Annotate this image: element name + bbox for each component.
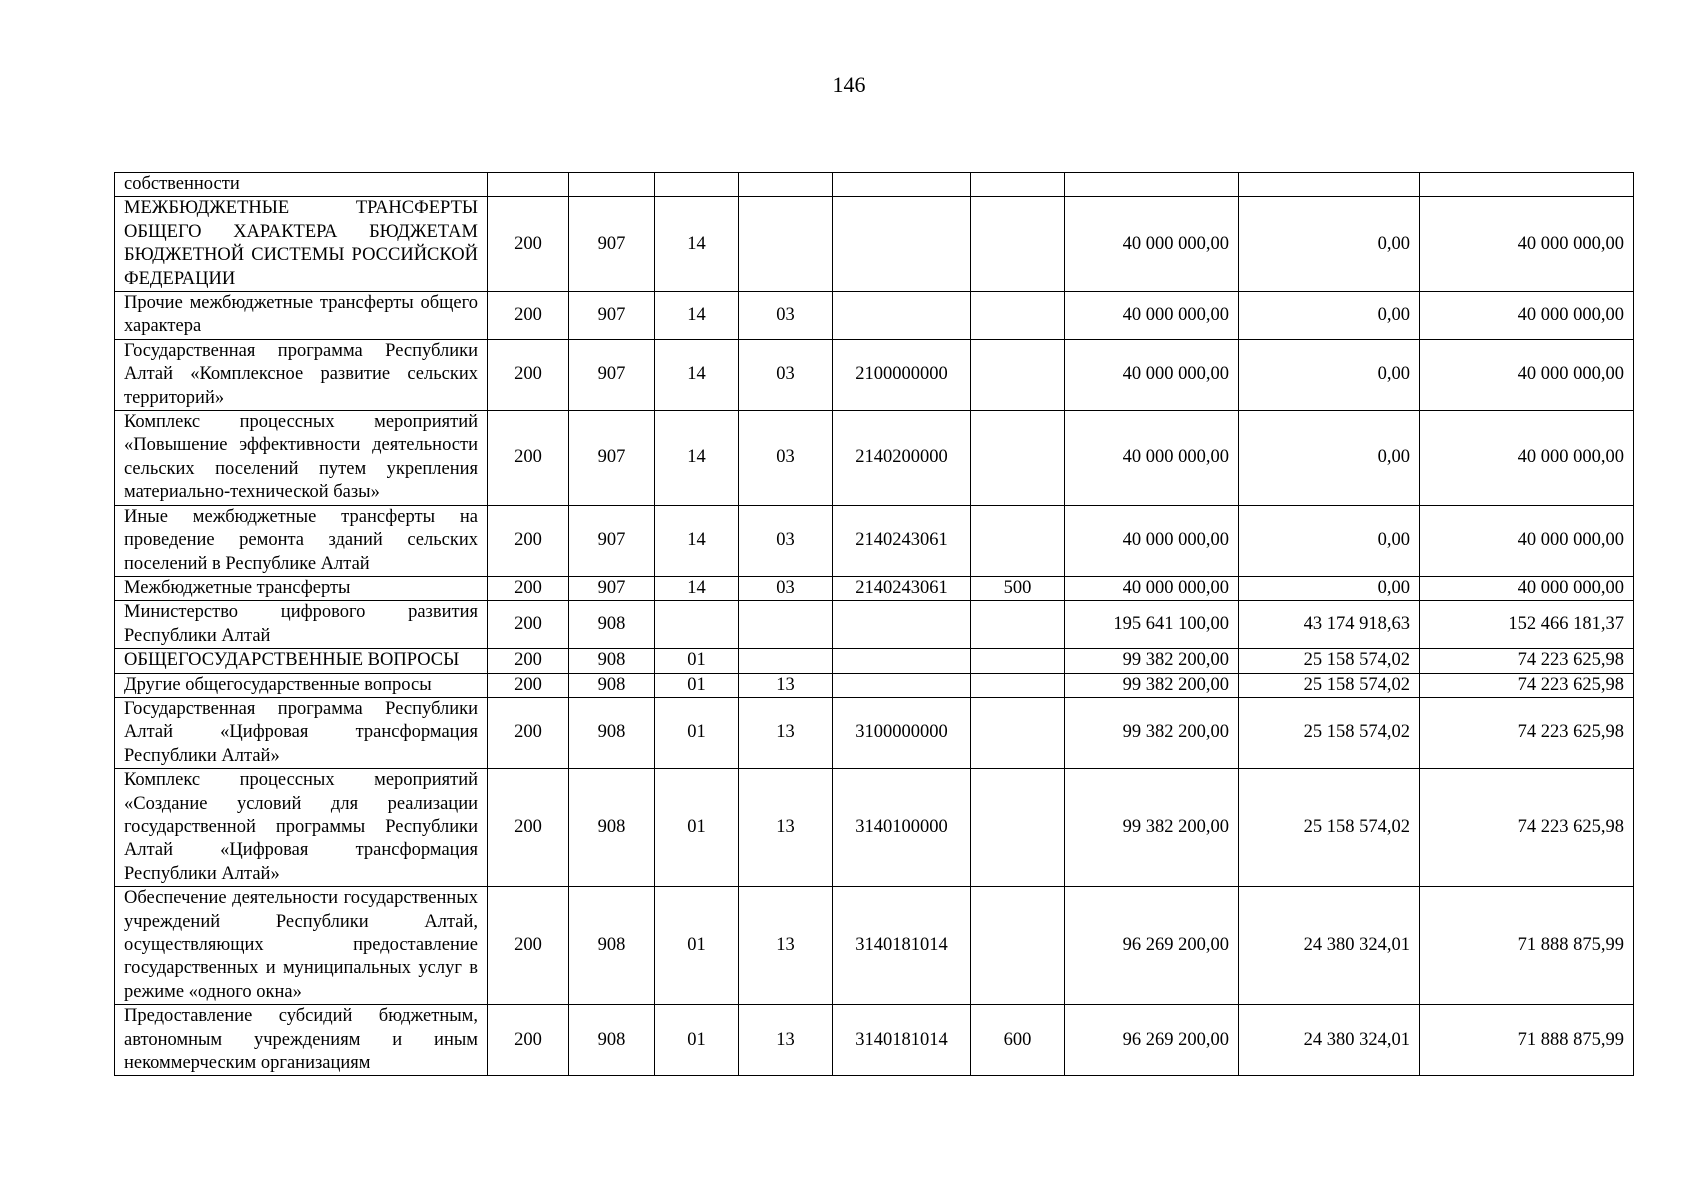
amount-remaining: 40 000 000,00 [1420, 292, 1634, 340]
amount-approved: 99 382 200,00 [1065, 697, 1239, 768]
amount-executed: 0,00 [1239, 197, 1420, 292]
code-expense-type [971, 292, 1065, 340]
row-name: Государственная программа Республики Алтай «Комплексное развитие сельских территорий» [115, 339, 488, 410]
code-section: 01 [655, 769, 739, 887]
code-expense-type [971, 769, 1065, 887]
amount-executed: 0,00 [1239, 339, 1420, 410]
code-admin: 200 [488, 673, 569, 697]
code-admin: 200 [488, 505, 569, 576]
table-row [115, 292, 1634, 340]
code-expense-type [971, 887, 1065, 1005]
row-name: Предоставление субсидий бюджетным, автономным учреждениям и иным некоммерческим организациям [115, 1005, 488, 1076]
code-admin: 200 [488, 887, 569, 1005]
amount-remaining: 40 000 000,00 [1420, 505, 1634, 576]
budget-table [114, 172, 1634, 1076]
code-target-article: 2100000000 [833, 339, 971, 410]
table-row [115, 173, 1634, 197]
code-subsection: 03 [739, 292, 833, 340]
code-subsection: 13 [739, 887, 833, 1005]
code-ministry: 908 [569, 1005, 655, 1076]
code-subsection: 13 [739, 697, 833, 768]
code-target-article [833, 197, 971, 292]
code-expense-type: 500 [971, 576, 1065, 600]
code-target-article [833, 601, 971, 649]
code-ministry: 907 [569, 292, 655, 340]
amount-executed: 25 158 574,02 [1239, 673, 1420, 697]
code-target-article [833, 673, 971, 697]
amount-executed: 0,00 [1239, 505, 1420, 576]
amount-approved: 99 382 200,00 [1065, 649, 1239, 673]
code-target-article: 2140243061 [833, 505, 971, 576]
code-subsection [739, 173, 833, 197]
code-expense-type [971, 339, 1065, 410]
code-subsection: 03 [739, 411, 833, 506]
amount-executed: 0,00 [1239, 576, 1420, 600]
code-subsection [739, 197, 833, 292]
code-section [655, 173, 739, 197]
row-name: Прочие межбюджетные трансферты общего характера [115, 292, 488, 340]
code-target-article [833, 292, 971, 340]
code-expense-type [971, 673, 1065, 697]
table-row [115, 1005, 1634, 1076]
code-ministry [569, 173, 655, 197]
amount-approved: 40 000 000,00 [1065, 505, 1239, 576]
code-subsection: 13 [739, 769, 833, 887]
code-ministry: 908 [569, 649, 655, 673]
amount-remaining: 40 000 000,00 [1420, 576, 1634, 600]
code-admin: 200 [488, 292, 569, 340]
code-ministry: 907 [569, 197, 655, 292]
table-row [115, 505, 1634, 576]
table-row [115, 576, 1634, 600]
table-row [115, 601, 1634, 649]
code-admin: 200 [488, 601, 569, 649]
code-section [655, 601, 739, 649]
code-target-article: 3140181014 [833, 887, 971, 1005]
code-admin: 200 [488, 1005, 569, 1076]
code-section: 01 [655, 887, 739, 1005]
code-subsection: 03 [739, 505, 833, 576]
amount-executed: 25 158 574,02 [1239, 697, 1420, 768]
code-section: 01 [655, 673, 739, 697]
code-ministry: 907 [569, 339, 655, 410]
code-target-article: 3100000000 [833, 697, 971, 768]
code-section: 01 [655, 649, 739, 673]
code-subsection [739, 601, 833, 649]
code-target-article [833, 173, 971, 197]
row-name: ОБЩЕГОСУДАРСТВЕННЫЕ ВОПРОСЫ [115, 649, 488, 673]
code-ministry: 908 [569, 697, 655, 768]
amount-approved: 99 382 200,00 [1065, 769, 1239, 887]
code-expense-type [971, 411, 1065, 506]
code-section: 14 [655, 292, 739, 340]
code-expense-type: 600 [971, 1005, 1065, 1076]
amount-approved: 195 641 100,00 [1065, 601, 1239, 649]
code-target-article: 2140200000 [833, 411, 971, 506]
amount-approved: 40 000 000,00 [1065, 411, 1239, 506]
row-name: Министерство цифрового развития Республики Алтай [115, 601, 488, 649]
code-section: 14 [655, 197, 739, 292]
amount-executed: 24 380 324,01 [1239, 887, 1420, 1005]
row-name: Иные межбюджетные трансферты на проведение ремонта зданий сельских поселений в Республике Алтай [115, 505, 488, 576]
amount-approved: 40 000 000,00 [1065, 292, 1239, 340]
row-name: собственности [115, 173, 488, 197]
code-admin: 200 [488, 197, 569, 292]
amount-remaining [1420, 173, 1634, 197]
row-name: Обеспечение деятельности государственных учреждений Республики Алтай, осуществляющих предоставление государственных и муниципальных услуг в режиме «одного окна» [115, 887, 488, 1005]
code-subsection: 13 [739, 673, 833, 697]
amount-executed: 25 158 574,02 [1239, 769, 1420, 887]
code-target-article: 3140100000 [833, 769, 971, 887]
code-section: 14 [655, 505, 739, 576]
code-subsection: 03 [739, 339, 833, 410]
code-ministry: 907 [569, 576, 655, 600]
code-admin: 200 [488, 769, 569, 887]
amount-remaining: 40 000 000,00 [1420, 339, 1634, 410]
code-expense-type [971, 197, 1065, 292]
code-ministry: 908 [569, 769, 655, 887]
code-target-article: 2140243061 [833, 576, 971, 600]
amount-remaining: 40 000 000,00 [1420, 411, 1634, 506]
amount-remaining: 74 223 625,98 [1420, 649, 1634, 673]
amount-approved: 40 000 000,00 [1065, 197, 1239, 292]
code-admin [488, 173, 569, 197]
table-row [115, 339, 1634, 410]
amount-remaining: 71 888 875,99 [1420, 1005, 1634, 1076]
amount-approved: 96 269 200,00 [1065, 887, 1239, 1005]
table-row [115, 649, 1634, 673]
code-subsection [739, 649, 833, 673]
row-name: МЕЖБЮДЖЕТНЫЕ ТРАНСФЕРТЫ ОБЩЕГО ХАРАКТЕРА БЮДЖЕТАМ БЮДЖЕТНОЙ СИСТЕМЫ РОССИЙСКОЙ ФЕДЕРАЦИИ [115, 197, 488, 292]
amount-executed [1239, 173, 1420, 197]
code-section: 14 [655, 411, 739, 506]
code-subsection: 03 [739, 576, 833, 600]
code-ministry: 908 [569, 673, 655, 697]
code-target-article: 3140181014 [833, 1005, 971, 1076]
row-name: Другие общегосударственные вопросы [115, 673, 488, 697]
amount-executed: 25 158 574,02 [1239, 649, 1420, 673]
code-section: 14 [655, 339, 739, 410]
amount-approved: 99 382 200,00 [1065, 673, 1239, 697]
page-number: 146 [832, 72, 866, 97]
code-target-article [833, 649, 971, 673]
code-admin: 200 [488, 697, 569, 768]
amount-remaining: 152 466 181,37 [1420, 601, 1634, 649]
amount-approved: 40 000 000,00 [1065, 576, 1239, 600]
code-ministry: 908 [569, 887, 655, 1005]
table-row [115, 887, 1634, 1005]
amount-approved [1065, 173, 1239, 197]
row-name: Комплекс процессных мероприятий «Создание условий для реализации государственной программы Республики Алтай «Цифровая трансформация Республики Алтай» [115, 769, 488, 887]
table-row [115, 197, 1634, 292]
code-expense-type [971, 697, 1065, 768]
amount-executed: 43 174 918,63 [1239, 601, 1420, 649]
table-row [115, 673, 1634, 697]
table-row [115, 769, 1634, 887]
code-expense-type [971, 173, 1065, 197]
table-row [115, 411, 1634, 506]
code-section: 14 [655, 576, 739, 600]
code-admin: 200 [488, 649, 569, 673]
row-name: Комплекс процессных мероприятий «Повышение эффективности деятельности сельских поселений путем укрепления материально-технической базы» [115, 411, 488, 506]
row-name: Межбюджетные трансферты [115, 576, 488, 600]
code-expense-type [971, 649, 1065, 673]
amount-remaining: 74 223 625,98 [1420, 697, 1634, 768]
amount-remaining: 74 223 625,98 [1420, 673, 1634, 697]
table-row [115, 697, 1634, 768]
amount-remaining: 40 000 000,00 [1420, 197, 1634, 292]
code-admin: 200 [488, 576, 569, 600]
code-admin: 200 [488, 411, 569, 506]
code-subsection: 13 [739, 1005, 833, 1076]
amount-remaining: 71 888 875,99 [1420, 887, 1634, 1005]
code-section: 01 [655, 1005, 739, 1076]
amount-executed: 0,00 [1239, 411, 1420, 506]
code-expense-type [971, 601, 1065, 649]
amount-approved: 96 269 200,00 [1065, 1005, 1239, 1076]
amount-remaining: 74 223 625,98 [1420, 769, 1634, 887]
code-ministry: 907 [569, 411, 655, 506]
code-section: 01 [655, 697, 739, 768]
row-name: Государственная программа Республики Алтай «Цифровая трансформация Республики Алтай» [115, 697, 488, 768]
code-admin: 200 [488, 339, 569, 410]
amount-executed: 0,00 [1239, 292, 1420, 340]
amount-approved: 40 000 000,00 [1065, 339, 1239, 410]
code-ministry: 908 [569, 601, 655, 649]
code-expense-type [971, 505, 1065, 576]
code-ministry: 907 [569, 505, 655, 576]
amount-executed: 24 380 324,01 [1239, 1005, 1420, 1076]
